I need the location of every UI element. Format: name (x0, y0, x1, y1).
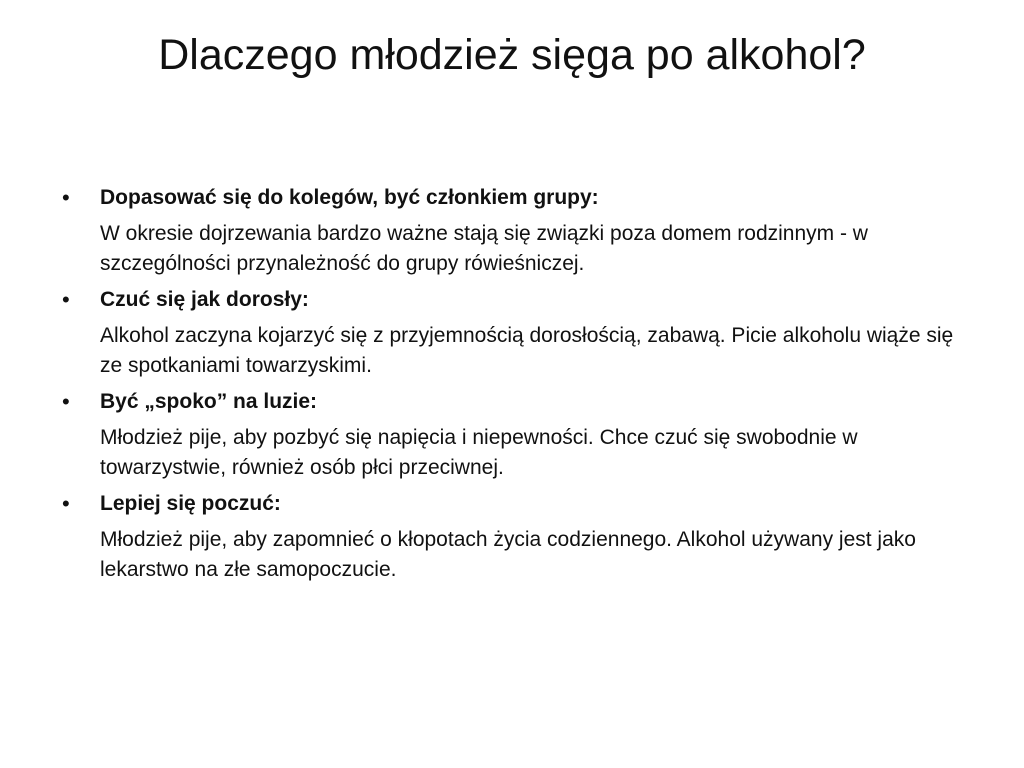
bullet-icon: • (62, 287, 70, 312)
bullet-heading: Być „spoko” na luzie: (100, 390, 318, 413)
bullet-item (62, 183, 962, 279)
bullet-description: Alkohol zaczyna kojarzyć się z przyjemnością dorosłością, zabawą. Picie alkoholu wiąże się ze spotkaniami towarzyskimi. (100, 324, 954, 377)
bullet-item (62, 489, 962, 585)
bullet-description: Młodzież pije, aby pozbyć się napięcia i niepewności. Chce czuć się swobodnie w towarzystwie, również osób płci przeciwnej. (100, 426, 858, 479)
slide-title: Dlaczego młodzież sięga po alkohol? (158, 31, 866, 79)
bullet-item (62, 387, 962, 483)
bullet-heading: Lepiej się poczuć: (100, 492, 281, 515)
bullet-list (62, 183, 962, 591)
bullet-icon: • (62, 185, 70, 210)
bullet-icon: • (62, 491, 70, 516)
bullet-icon: • (62, 389, 70, 414)
bullet-heading: Dopasować się do kolegów, być członkiem grupy: (100, 186, 599, 209)
bullet-description: Młodzież pije, aby zapomnieć o kłopotach życia codziennego. Alkohol używany jest jako lekarstwo na złe samopoczucie. (100, 528, 916, 581)
bullet-item (62, 285, 962, 381)
bullet-description: W okresie dojrzewania bardzo ważne stają się związki poza domem rodzinnym - w szczególności przynależność do grupy rówieśniczej. (100, 222, 868, 275)
bullet-heading: Czuć się jak dorosły: (100, 288, 309, 311)
